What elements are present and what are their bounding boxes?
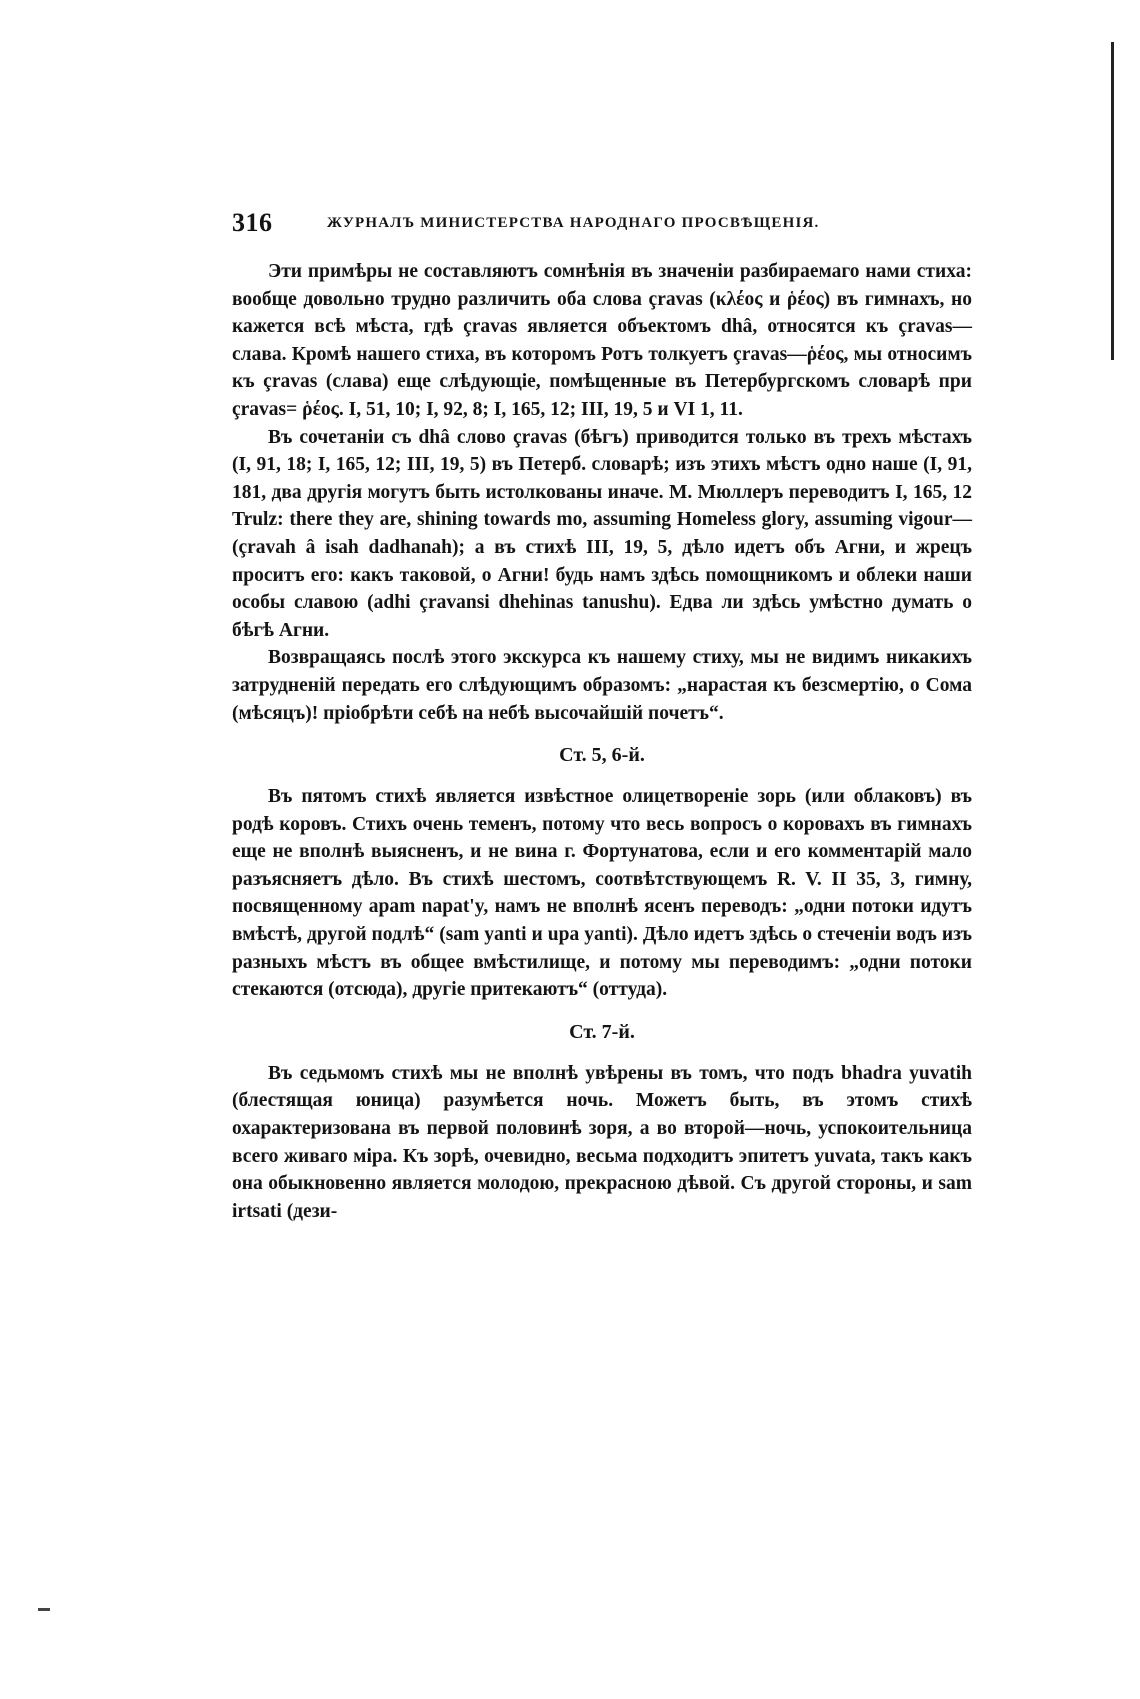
paragraph-2: Въ сочетаніи съ dhâ слово çravas (бѣгъ) приводится только въ трехъ мѣстахъ (I, 91, 18; I, 165, 12; III, 19, 5) въ Петерб. словарѣ; изъ этихъ мѣстъ одно наше (I, 91, 181, два другія могутъ быть истолкованы иначе. М. Мюллеръ переводитъ I, 165, 12 Trulz: there they are, shining towards mo, assuming Homeless glory, assuming vigour— (çravah â isah dadhanah); а въ стихѣ III, 19, 5, дѣло идетъ объ Агни, и жрецъ проситъ его: какъ таковой, о Агни! будь намъ здѣсь помощникомъ и облеки наши особы славою (adhi çravansi dhehinas tanushu). Едва ли здѣсь умѣстно думать о бѣгѣ Агни. <box>232 426 972 641</box>
paragraph-5: Въ седьмомъ стихѣ мы не вполнѣ увѣрены въ томъ, что подъ bhadra yuvatih (блестящая юница) разумѣется ночь. Можетъ быть, въ этомъ стихѣ охарактеризована въ первой половинѣ зоря, а во второй—ночь, успокоительница всего живаго міра. Къ зорѣ, очевидно, весьма подходитъ эпитетъ yuvata, такъ какъ она обыкновенно является молодою, прекрасною дѣвой. Съ другой стороны, и sam irtsati (дези- <box>232 1062 972 1222</box>
paragraph-4: Въ пятомъ стихѣ является извѣстное олицетвореніе зорь (или облаковъ) въ родѣ коровъ. Стихъ очень теменъ, потому что весь вопросъ о коровахъ въ гимнахъ еще не вполнѣ выясненъ, и не вина г. Фортунатова, если и его комментарій мало разъясняетъ дѣло. Въ стихѣ шестомъ, соотвѣтствующемъ R. V. II 35, 3, гимну, посвященному apam napat'y, намъ не вполнѣ ясенъ переводъ: „одни потоки идутъ вмѣстѣ, другой подлѣ“ (sam yanti и upa yanti). Дѣло идетъ здѣсь о стеченіи водъ изъ разныхъ мѣстъ въ общее вмѣстилище, и потому мы переводимъ: „одни потоки стекаются (отсюда), другіе притекаютъ“ (оттуда). <box>232 786 972 1001</box>
running-head <box>232 208 972 242</box>
paragraph-1: Эти примѣры не составляютъ сомнѣнія въ значеніи разбираемаго нами стиха: вообще довольно трудно различить оба слова çravas (κλέος и ῥέος) въ гимнахъ, но кажется всѣ мѣста, гдѣ çravas является объектомъ dhâ, относятся къ çravas—слава. Кромѣ нашего стиха, въ которомъ Ротъ толкуетъ çravas—ῥέος, мы относимъ къ çravas (слава) еще слѣдующіе, помѣщенные въ Петербургскомъ словарѣ при çravas= ῥέος. I, 51, 10; I, 92, 8; I, 165, 12; III, 19, 5 и VI 1, 11. <box>232 261 972 420</box>
paragraph-3: Возвращаясь послѣ этого экскурса къ нашему стиху, мы не видимъ никакихъ затрудненій передать его слѣдующимъ образомъ: „нарастая къ безсмертію, о Сома (мѣсяцъ)! пріобрѣти себѣ на небѣ высочайшій почетъ“. <box>232 647 972 724</box>
journal-title: ЖУРНАЛЪ МИНИСТЕРСТВА НАРОДНАГО ПРОСВѢЩЕНІЯ. <box>327 215 820 231</box>
page-number: 316 <box>232 208 273 237</box>
section-heading-7: Ст. 7-й. <box>569 1020 635 1043</box>
section-heading-5-6: Ст. 5, 6-й. <box>559 744 645 767</box>
margin-rule <box>1111 42 1114 360</box>
text-column <box>232 208 972 1225</box>
scan-mark <box>38 1608 50 1611</box>
